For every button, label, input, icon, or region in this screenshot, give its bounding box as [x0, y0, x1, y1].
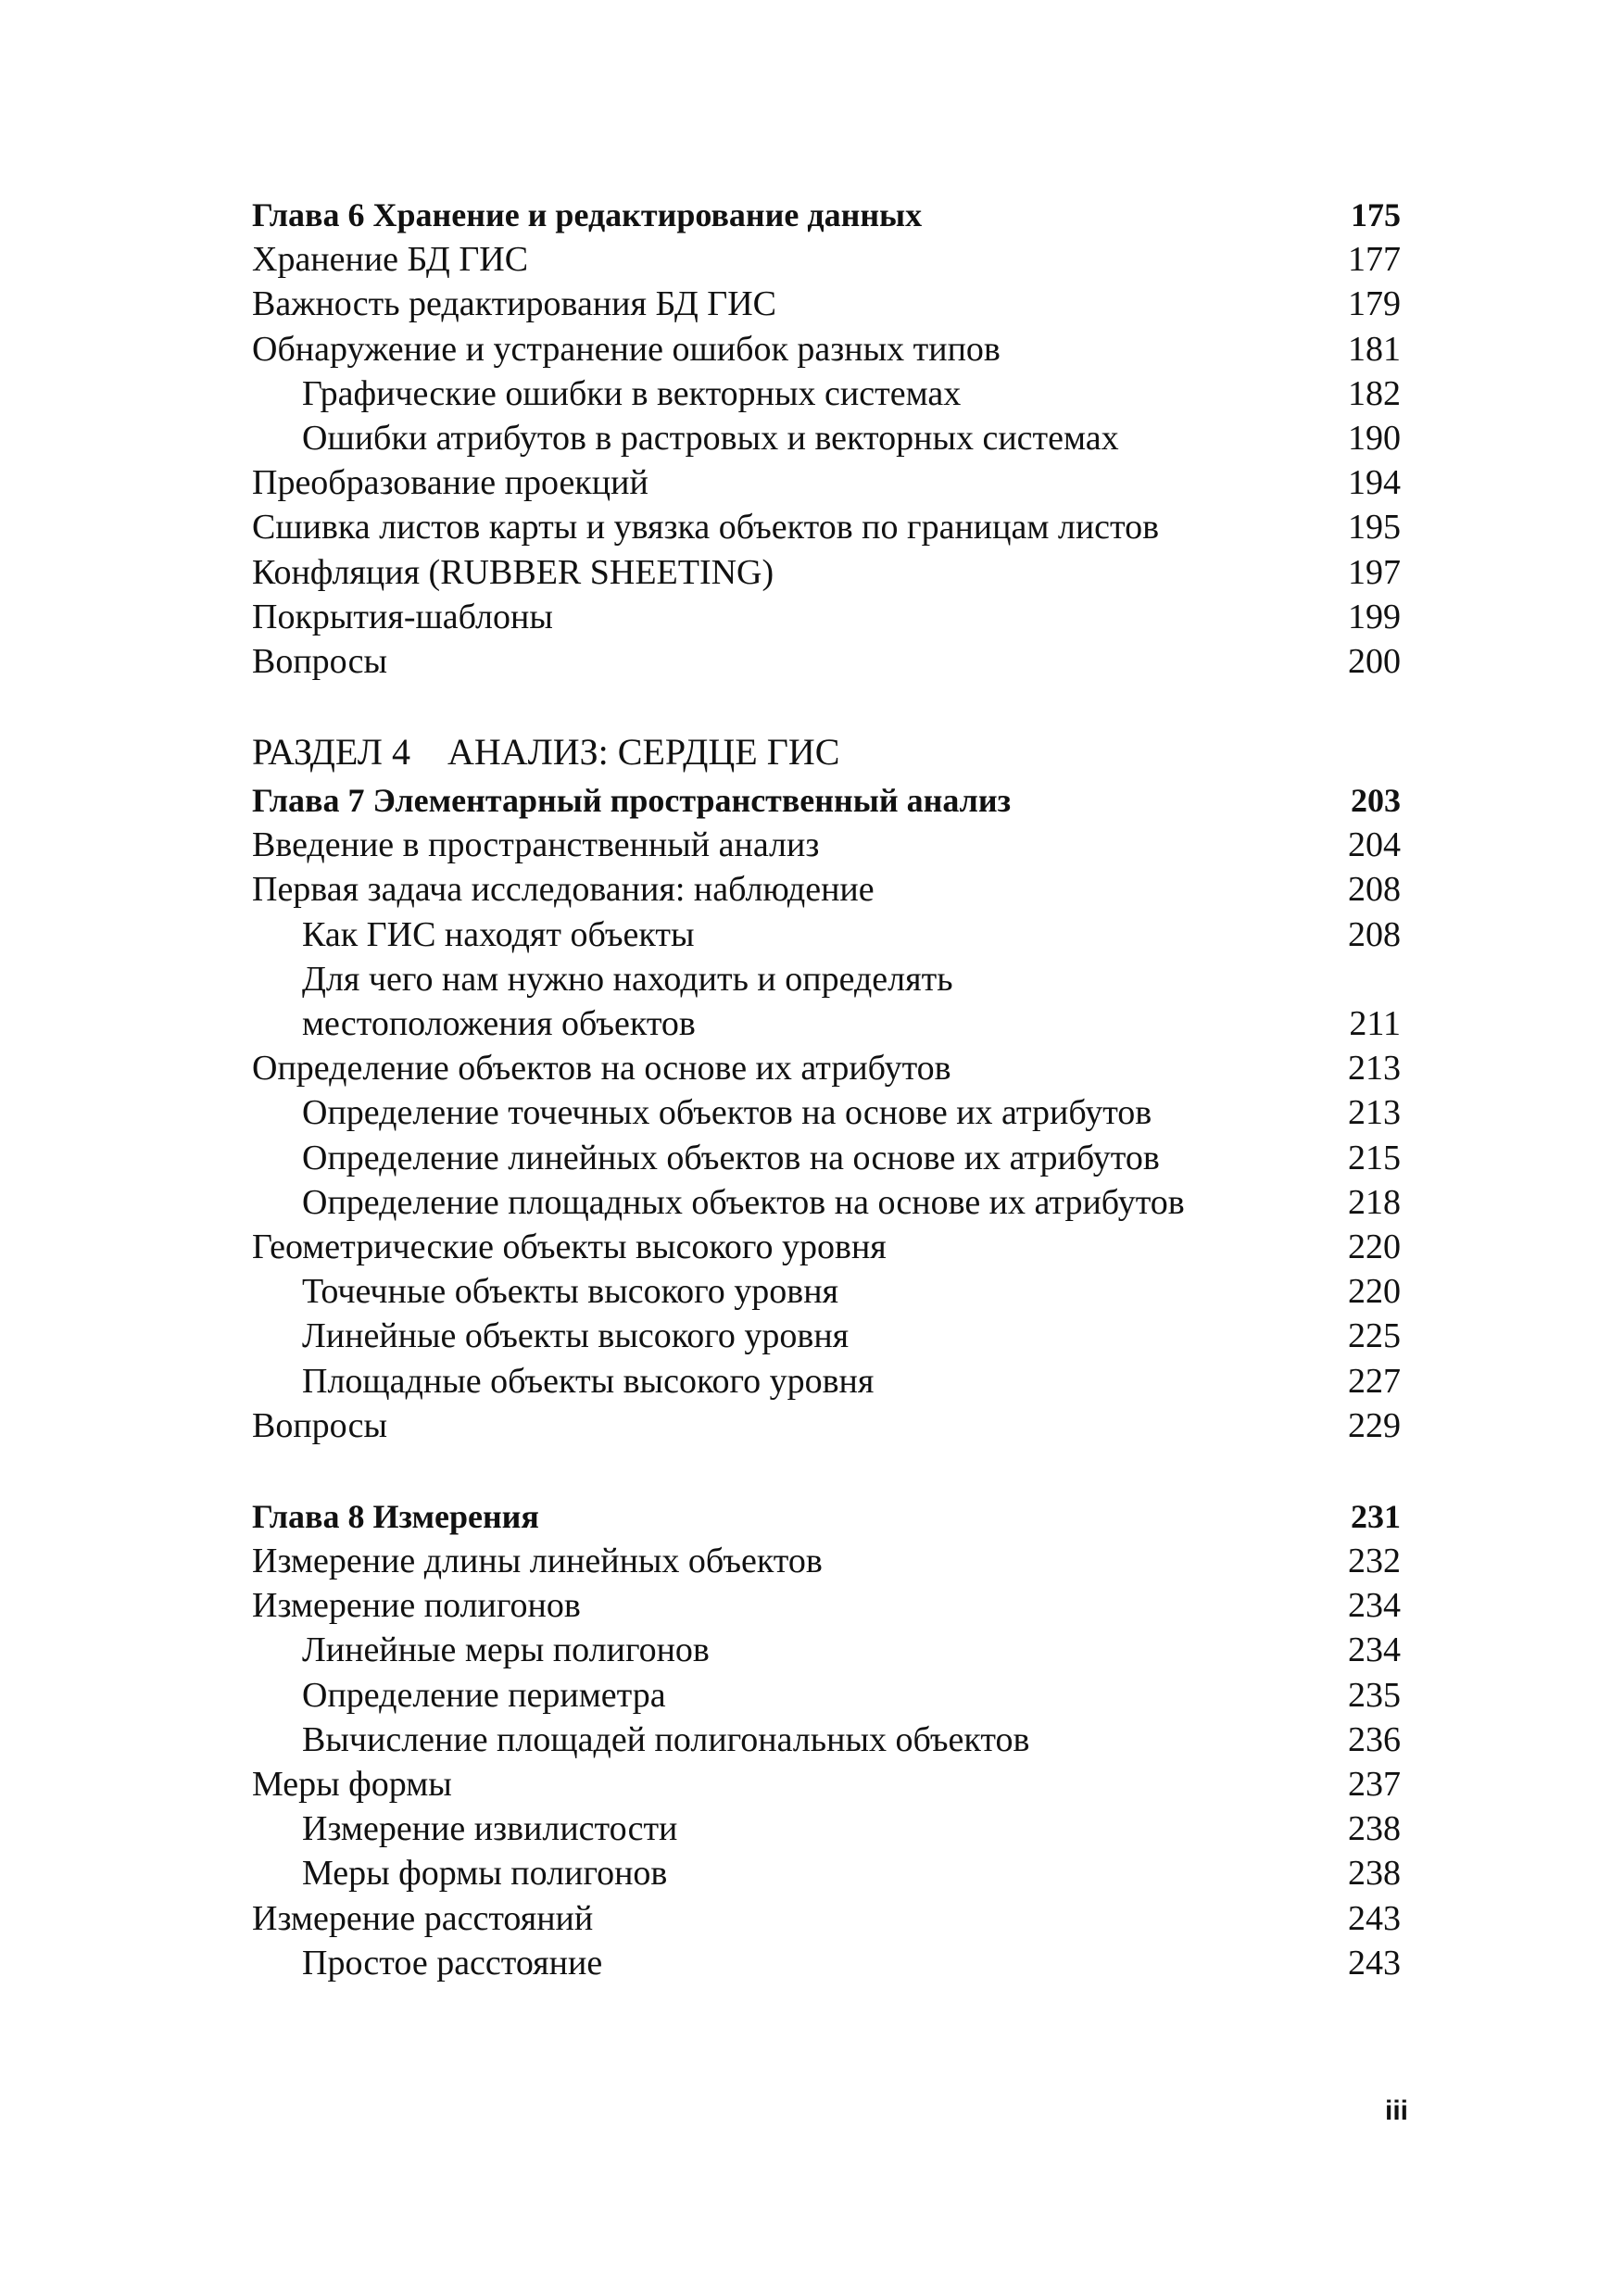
entry-title: Определение объектов на основе их атрибутов	[252, 1049, 951, 1089]
entry-page: 232	[1348, 1542, 1401, 1581]
toc-subentry[interactable]	[252, 1628, 1401, 1672]
entry-page: 234	[1348, 1586, 1401, 1626]
chapter-page: 203	[1351, 782, 1401, 820]
entry-title: Определение периметра	[302, 1675, 666, 1715]
entry-page: 215	[1348, 1138, 1401, 1177]
entry-title: Меры формы	[252, 1765, 452, 1804]
entry-page: 213	[1348, 1093, 1401, 1133]
entry-page: 177	[1348, 240, 1401, 280]
toc-chapter-heading[interactable]	[252, 1494, 1401, 1539]
entry-page: 238	[1348, 1809, 1401, 1849]
entry-page: 182	[1348, 373, 1401, 413]
page-number: iii	[1384, 2096, 1408, 2126]
toc-subentry-line1[interactable]	[252, 957, 1401, 1001]
toc-entry[interactable]	[252, 595, 1401, 639]
table-of-contents	[252, 193, 1401, 1985]
entry-title: Простое расстояние	[302, 1943, 603, 1983]
toc-entry[interactable]	[252, 867, 1401, 912]
entry-title: местоположения объектов	[302, 1004, 696, 1043]
toc-entry[interactable]	[252, 1404, 1401, 1448]
toc-chapter-heading[interactable]	[252, 193, 1401, 237]
toc-subentry[interactable]	[252, 1180, 1401, 1225]
entry-title: Линейные объекты высокого уровня	[302, 1316, 850, 1356]
toc-subentry[interactable]	[252, 1314, 1401, 1358]
entry-page: 194	[1348, 463, 1401, 503]
entry-page: 195	[1348, 508, 1401, 548]
entry-page: 197	[1348, 552, 1401, 592]
toc-entry[interactable]	[252, 327, 1401, 371]
entry-page: 200	[1348, 641, 1401, 681]
spacer	[252, 1448, 1401, 1494]
entry-page: 229	[1348, 1405, 1401, 1445]
toc-entry[interactable]	[252, 282, 1401, 326]
entry-page: 234	[1348, 1630, 1401, 1670]
toc-entry[interactable]	[252, 460, 1401, 505]
chapter-title: Глава 7 Элементарный пространственный анализ	[252, 782, 1012, 820]
entry-title: Определение площадных объектов на основе их атрибутов	[302, 1182, 1185, 1222]
entry-title: Вычисление площадей полигональных объектов	[302, 1719, 1030, 1759]
toc-subentry[interactable]	[252, 371, 1401, 416]
toc-entry[interactable]	[252, 550, 1401, 595]
entry-title: Геометрические объекты высокого уровня	[252, 1227, 887, 1266]
toc-entry[interactable]	[252, 1762, 1401, 1806]
entry-page: 211	[1349, 1004, 1401, 1043]
chapter-title: Глава 8 Измерения	[252, 1497, 539, 1535]
toc-subentry[interactable]	[252, 1359, 1401, 1404]
toc-subentry[interactable]	[252, 1673, 1401, 1718]
entry-page: 199	[1348, 597, 1401, 636]
entry-title: Хранение БД ГИС	[252, 240, 529, 280]
entry-title: Вопросы	[252, 641, 388, 681]
entry-title: Важность редактирования БД ГИС	[252, 284, 777, 324]
entry-page: 213	[1348, 1049, 1401, 1089]
entry-page: 181	[1348, 329, 1401, 369]
entry-title: Определение точечных объектов на основе их атрибутов	[302, 1093, 1152, 1133]
entry-title: Меры формы полигонов	[302, 1854, 668, 1894]
entry-title: Точечные объекты высокого уровня	[302, 1272, 839, 1312]
entry-page: 220	[1348, 1272, 1401, 1312]
toc-entry[interactable]	[252, 237, 1401, 282]
entry-title: Площадные объекты высокого уровня	[302, 1361, 875, 1401]
entry-page: 208	[1348, 870, 1401, 910]
section-heading	[252, 728, 1401, 776]
entry-page: 220	[1348, 1227, 1401, 1266]
entry-page: 236	[1348, 1719, 1401, 1759]
entry-page: 243	[1348, 1943, 1401, 1983]
section-title: АНАЛИЗ: СЕРДЦЕ ГИС	[447, 731, 840, 774]
entry-title: Конфляция (RUBBER SHEETING)	[252, 552, 774, 592]
entry-page: 237	[1348, 1765, 1401, 1804]
toc-subentry[interactable]	[252, 1806, 1401, 1851]
entry-title: Введение в пространственный анализ	[252, 825, 820, 865]
toc-subentry[interactable]	[252, 416, 1401, 460]
toc-subentry[interactable]	[252, 1269, 1401, 1314]
entry-title: Сшивка листов карты и увязка объектов по границам листов	[252, 508, 1160, 548]
entry-title: Для чего нам нужно находить и определять	[302, 959, 953, 999]
toc-entry[interactable]	[252, 1539, 1401, 1583]
entry-page: 218	[1348, 1182, 1401, 1222]
entry-page: 227	[1348, 1361, 1401, 1401]
entry-title: Определение линейных объектов на основе их атрибутов	[302, 1138, 1160, 1177]
toc-entry[interactable]	[252, 1046, 1401, 1090]
entry-title: Первая задача исследования: наблюдение	[252, 870, 875, 910]
entry-page: 225	[1348, 1316, 1401, 1356]
entry-title: Измерение извилистости	[302, 1809, 678, 1849]
entry-title: Ошибки атрибутов в растровых и векторных системах	[302, 418, 1119, 458]
toc-subentry[interactable]	[252, 1941, 1401, 1985]
entry-page: 190	[1348, 418, 1401, 458]
chapter-page: 175	[1351, 196, 1401, 233]
toc-entry[interactable]	[252, 1583, 1401, 1628]
spacer	[252, 684, 1401, 728]
chapter-title: Глава 6 Хранение и редактирование данных	[252, 196, 923, 233]
entry-page: 235	[1348, 1675, 1401, 1715]
entry-title: Измерение расстояний	[252, 1898, 594, 1938]
entry-title: Вопросы	[252, 1405, 388, 1445]
toc-entry[interactable]	[252, 1225, 1401, 1269]
toc-subentry[interactable]	[252, 913, 1401, 957]
entry-page: 179	[1348, 284, 1401, 324]
section-label: РАЗДЕЛ 4	[252, 731, 410, 774]
toc-subentry[interactable]	[252, 1090, 1401, 1135]
toc-subentry[interactable]	[252, 1136, 1401, 1180]
entry-page: 204	[1348, 825, 1401, 865]
entry-title: Линейные меры полигонов	[302, 1630, 710, 1670]
toc-chapter-heading[interactable]	[252, 778, 1401, 823]
toc-subentry-line2[interactable]	[252, 1001, 1401, 1046]
toc-entry[interactable]	[252, 505, 1401, 549]
entry-page: 243	[1348, 1898, 1401, 1938]
toc-entry[interactable]	[252, 823, 1401, 867]
entry-title: Преобразование проекций	[252, 463, 648, 503]
toc-subentry[interactable]	[252, 1718, 1401, 1762]
toc-subentry[interactable]	[252, 1851, 1401, 1895]
entry-title: Графические ошибки в векторных системах	[302, 373, 962, 413]
entry-title: Покрытия-шаблоны	[252, 597, 553, 636]
toc-entry[interactable]	[252, 1896, 1401, 1941]
entry-title: Измерение полигонов	[252, 1586, 581, 1626]
entry-title: Измерение длины линейных объектов	[252, 1542, 823, 1581]
chapter-page: 231	[1351, 1497, 1401, 1535]
entry-title: Обнаружение и устранение ошибок разных типов	[252, 329, 1001, 369]
entry-page: 238	[1348, 1854, 1401, 1894]
entry-page: 208	[1348, 914, 1401, 954]
toc-entry[interactable]	[252, 639, 1401, 684]
entry-title: Как ГИС находят объекты	[302, 914, 695, 954]
